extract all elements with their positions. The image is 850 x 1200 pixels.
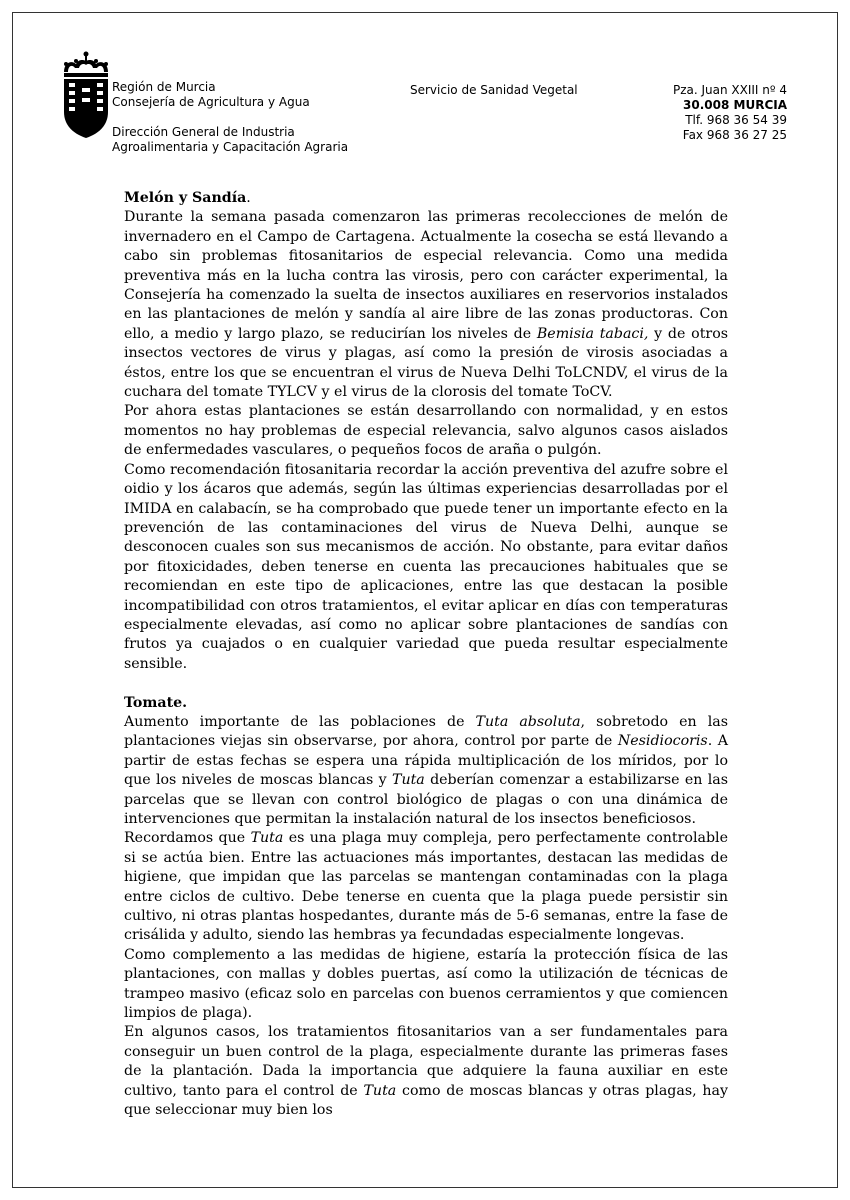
section-tomate — [124, 694, 728, 1121]
section-melon — [124, 189, 728, 674]
paragraph: Como recomendación fitosanitaria recordar la acción preventiva del azufre sobre el oidio y los ácaros que además, según las últimas experiencias desarrolladas por el IMIDA en calabacín, se ha comprobado que puede tener un importante efecto en la prevención de las contaminaciones del virus de Nueva Delhi, aunque se desconocen cuales son sus mecanismos de acción. No obstante, para evitar daños por fitoxicidades, deben tenerse en cuenta las precauciones habituales que se recomiendan en este tipo de aplicaciones, entre las que destacan la posible incompatibilidad con otros tratamientos, el evitar aplicar en días con temperaturas especialmente elevadas, así como no aplicar sobre plantaciones de sandías con frutos ya cuajados o en cualquier variedad que pueda resultar especialmente sensible. — [124, 461, 728, 672]
section-title-melon-text: Melón y Sandía — [124, 190, 247, 206]
text-run: Aumento importante de las poblaciones de — [124, 713, 476, 730]
text-run: . A partir de estas fechas se espera una rápida multiplicación de los míridos, por lo que los niveles de moscas blancas y — [124, 733, 728, 789]
text-run: En algunos casos, los tratamientos fitosanitarios van a ser fundamentales para conseguir un buen control de la plaga, especialmente durante las primeras fases de la plantación. Dada la importancia que adquiere la fauna auxiliar en este cultivo, tanto para el control de — [124, 1024, 728, 1099]
section-title-tomate: Tomate. — [124, 694, 188, 711]
text-run: Recordamos que — [124, 830, 251, 847]
text-run: y de otros insectos vectores de virus y plagas, así como la presión de virosis asociadas a éstos, entre los que se encuentran el virus de Nueva Delhi ToLCNDV, el virus de la cuchara del tomate TYLCV y el virus de la clorosis del tomate ToCV. — [124, 325, 729, 401]
address-block — [673, 83, 787, 143]
address-phone: Tlf. 968 36 54 39 — [685, 113, 787, 127]
text-run: como de moscas blancas y otras plagas, hay que seleccionar muy bien los — [124, 1082, 729, 1119]
paragraph — [124, 829, 728, 945]
paragraph — [124, 713, 728, 829]
organization-block — [112, 80, 348, 155]
paragraph: Por ahora estas plantaciones se están desarrollando con normalidad, y en estos momentos no hay problemas de especial relevancia, salvo algunos casos aislados de enfermedades vasculares, o pequeños focos de araña o pulgón. — [124, 403, 728, 459]
section-title-melon-dot: . — [246, 190, 251, 206]
italic-text: Tuta absoluta — [475, 713, 581, 730]
org-directorate: Dirección General de Industria — [112, 125, 295, 139]
org-ministry: Consejería de Agricultura y Agua — [112, 95, 310, 109]
italic-text: Tuta — [391, 772, 425, 789]
text-run: es una plaga muy compleja, pero perfectamente controlable si se actúa bien. Entre las actuaciones más importantes, destacan las medidas de higiene, que impidan que las parcelas se mantengan contaminadas con la plaga entre ciclos de cultivo. Debe tenerse en cuenta que la plaga puede persistir sin cultivo, ni otras plantas hospedantes, durante más de 5-6 semanas, entre la fase de crisálida y adulto, siendo las hembras ya fecundadas especialmente longevas. — [124, 830, 728, 944]
italic-text: Tuta — [250, 830, 284, 847]
org-region: Región de Murcia — [112, 80, 216, 94]
italic-text: Nesidiocoris — [617, 733, 708, 750]
document-body — [124, 189, 728, 1140]
address-fax: Fax 968 36 27 25 — [682, 128, 787, 142]
paragraph: Como complemento a las medidas de higiene, estaría la protección física de las plantaciones, con mallas y dobles puertas, así como la utilización de técnicas de trampeo masivo (eficaz solo en parcelas con buenos cerramientos y que comiencen limpios de plaga). — [124, 946, 728, 1022]
text-run: Durante la semana pasada comenzaron las primeras recolecciones de melón de invernadero en el Campo de Cartagena. Actualmente la cosecha se está llevando a cabo sin problemas fitosanitarios de especial relevancia. Como una medida preventiva más en la lucha contra las virosis, pero con carácter experimental, la Consejería ha comenzado la suelta de insectos auxiliares en reservorios instalados en las plantaciones de melón y sandía al aire libre de las zonas productoras. Con ello, a medio y largo plazo, se reducirían los niveles de — [124, 209, 728, 342]
paragraph — [124, 1023, 728, 1120]
address-city: 30.008 MURCIA — [683, 98, 787, 112]
text-run: deberían comenzar a estabilizarse en las parcelas que se llevan con control biológico de plagas o con una dinámica de intervenciones que permitan la instalación natural de los insectos beneficiosos. — [124, 772, 729, 827]
address-street: Pza. Juan XXIII nº 4 — [672, 83, 787, 97]
service-name: Servicio de Sanidad Vegetal — [410, 83, 578, 97]
italic-text: Tuta — [363, 1082, 397, 1099]
section-title-melon — [124, 189, 728, 208]
region-coat-of-arms-logo — [60, 50, 112, 140]
paragraph — [124, 208, 728, 402]
org-directorate-2: Agroalimentaria y Capacitación Agraria — [112, 140, 349, 154]
italic-text: Bemisia tabaci, — [536, 325, 649, 342]
text-run: , sobretodo en las plantaciones viejas sin observarse, por ahora, control por parte de — [124, 713, 728, 750]
